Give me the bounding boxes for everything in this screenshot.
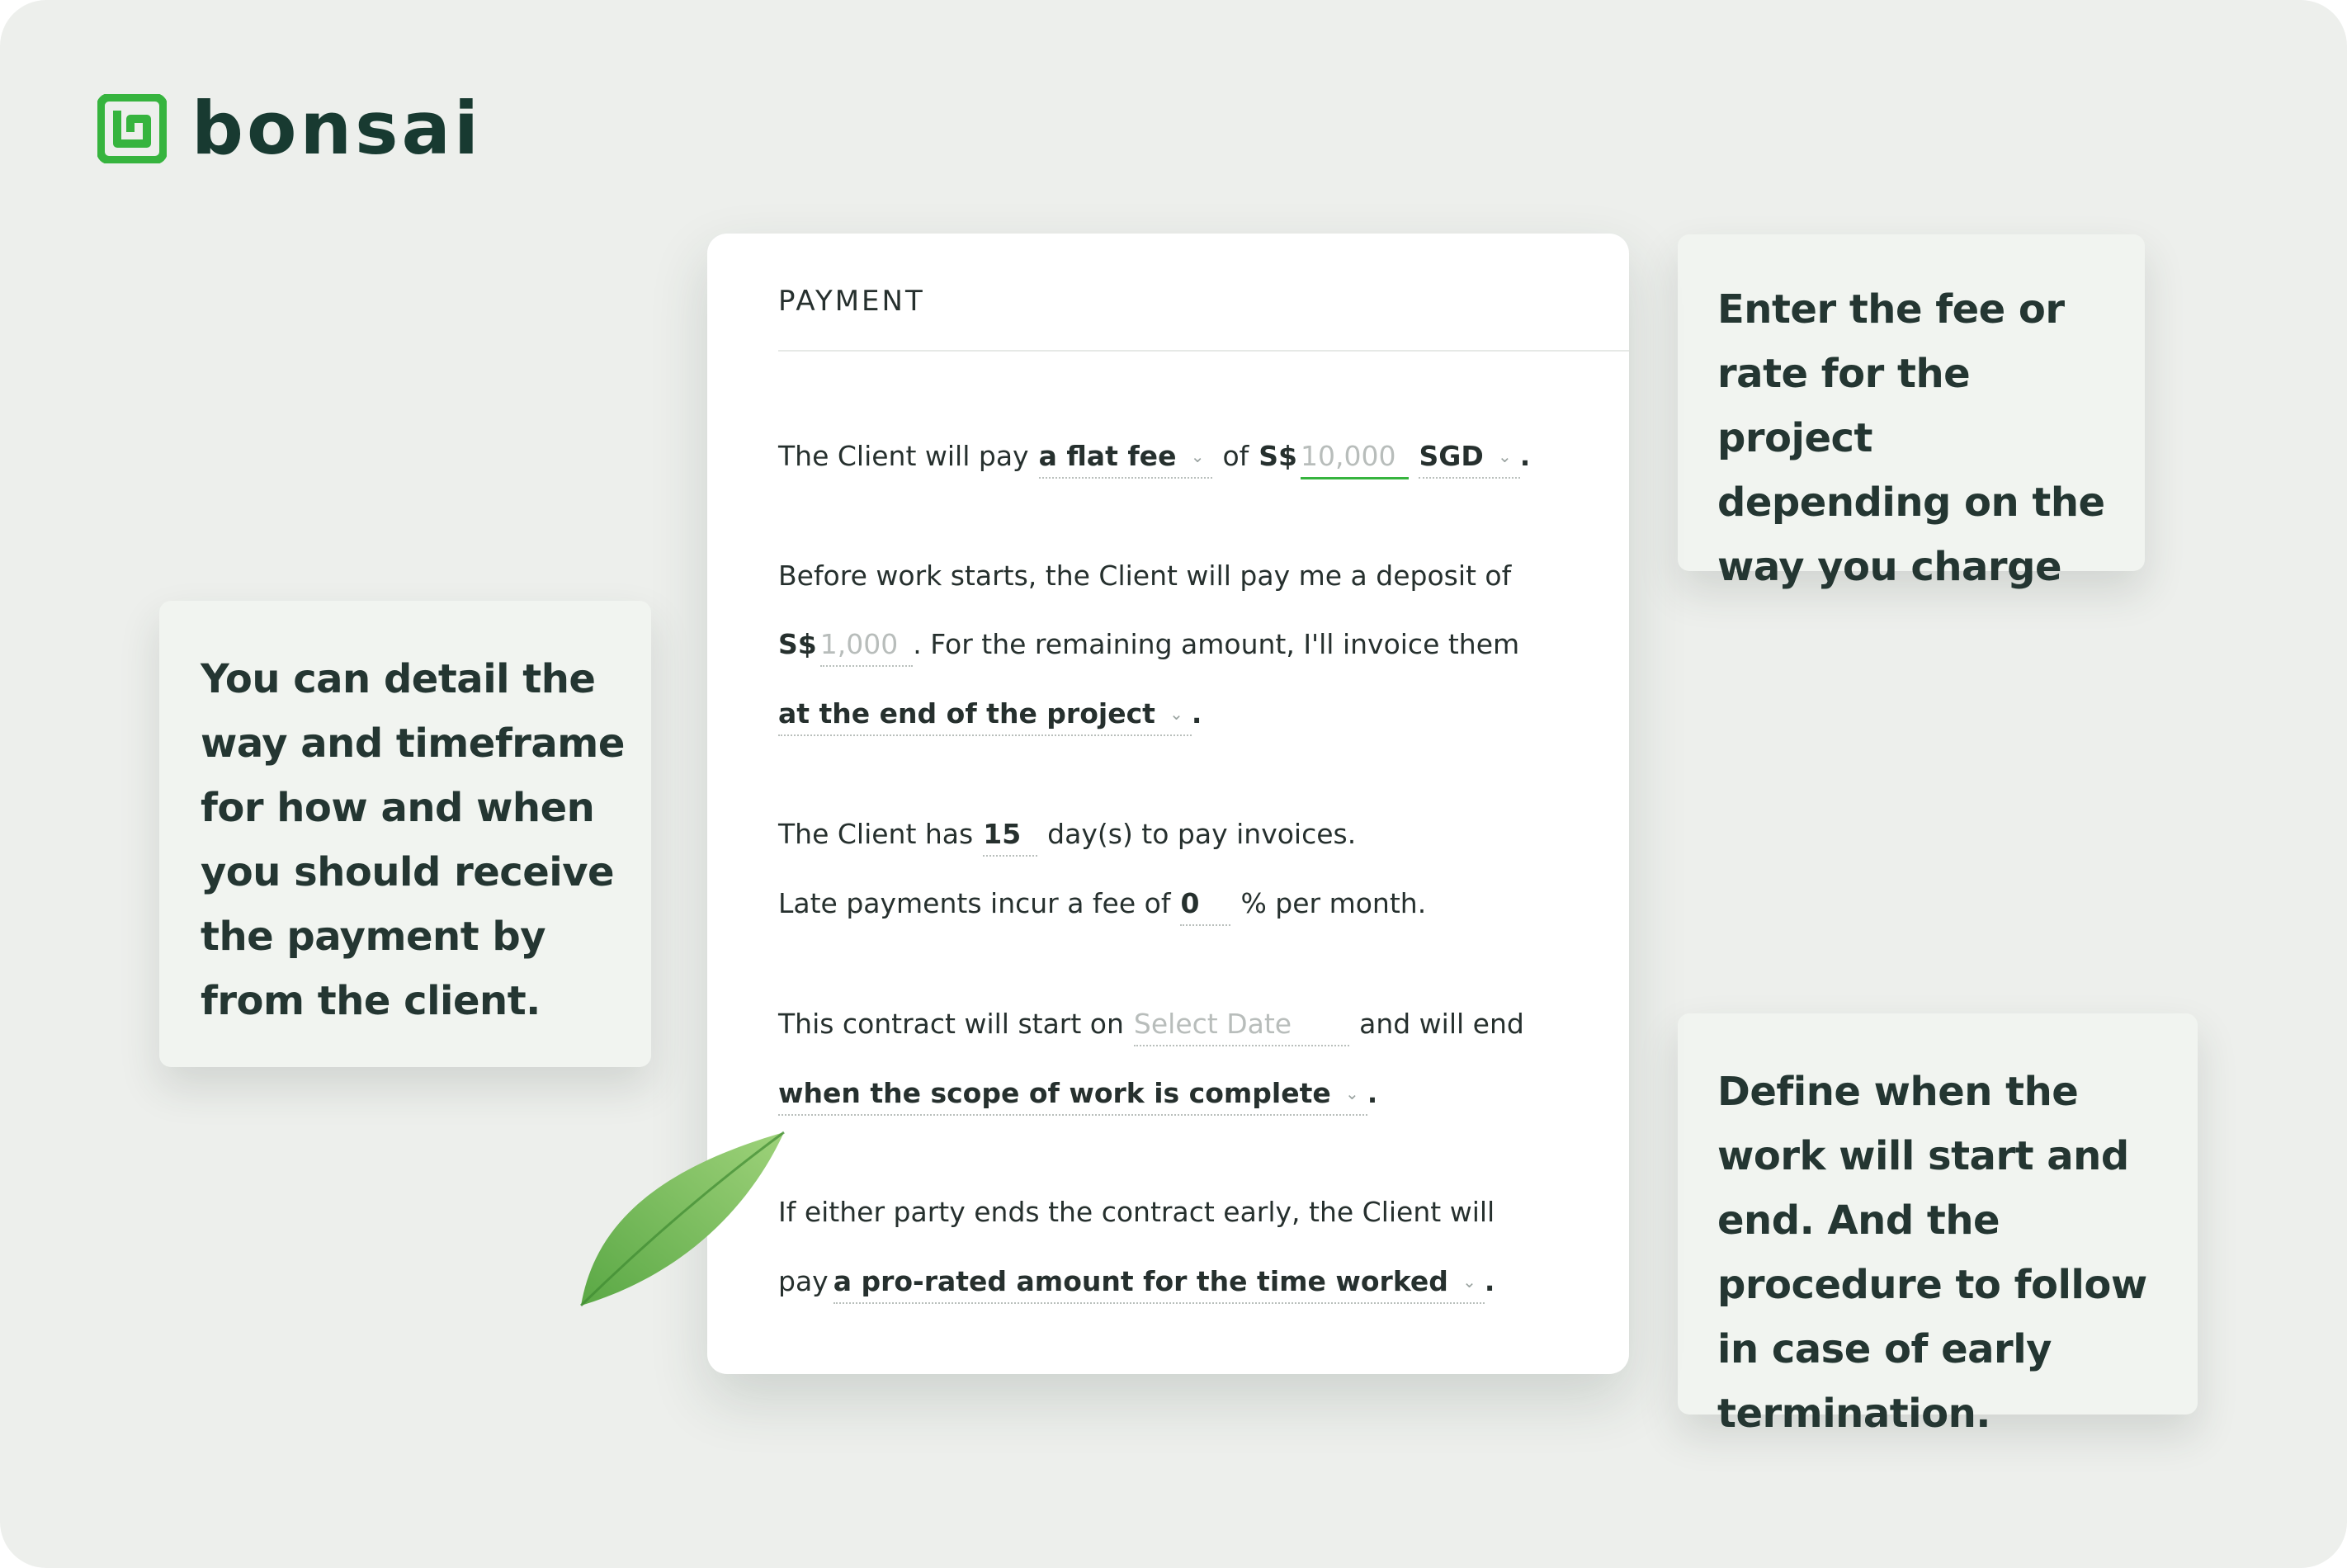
title-divider [778, 350, 1629, 352]
deposit-line-1: Before work starts, the Client will pay me a deposit of [778, 560, 1512, 592]
chevron-down-icon: ⌄ [1462, 1272, 1476, 1292]
leaf-icon [578, 1129, 792, 1311]
amount-input[interactable] [1301, 440, 1409, 479]
termination-line-2 [778, 1265, 1495, 1304]
fee-of: of [1222, 440, 1249, 472]
chevron-down-icon: ⌄ [1190, 446, 1205, 466]
fee-line [778, 440, 1530, 479]
contract-end-line [778, 1077, 1377, 1116]
late-suffix: % per month. [1240, 887, 1427, 919]
chevron-down-icon: ⌄ [1497, 446, 1512, 466]
callout-payment-timeframe: You can detail the way and timeframe for how and when you should receive the payment by from the client. [159, 601, 651, 1067]
late-prefix: Late payments incur a fee of [778, 887, 1171, 919]
deposit-input[interactable] [820, 628, 913, 667]
late-fee-value: 0 [1180, 887, 1200, 919]
termination-option-select[interactable] [833, 1265, 1485, 1304]
start-date-picker[interactable] [1134, 1008, 1349, 1046]
contract-start-line [778, 1008, 1524, 1046]
days-input[interactable] [983, 818, 1037, 857]
chevron-down-icon: ⌄ [1169, 704, 1183, 724]
deposit-currency-symbol: S$ [778, 628, 817, 660]
callout-fee-rate: Enter the fee or rate for the project depending on the way you charge [1678, 234, 2145, 571]
days-value: 15 [983, 818, 1022, 850]
invoice-timing-select[interactable] [778, 697, 1192, 736]
amount-placeholder: 10,000 [1301, 440, 1396, 472]
end-condition-value: when the scope of work is complete [778, 1077, 1331, 1109]
termination-line-1: If either party ends the contract early, the Client will [778, 1196, 1495, 1228]
payment-title: PAYMENT [778, 285, 925, 318]
deposit-placeholder: 1,000 [819, 628, 899, 660]
fee-type-value: a flat fee [1038, 440, 1177, 472]
late-fee-input[interactable] [1180, 887, 1230, 926]
dates-end: . [1367, 1077, 1378, 1109]
fee-end: . [1519, 440, 1531, 472]
fee-type-select[interactable] [1039, 440, 1213, 479]
currency-value: SGD [1419, 440, 1484, 472]
start-prefix: This contract will start on [778, 1008, 1124, 1040]
payment-card [707, 234, 1629, 1374]
terms-prefix: The Client has [778, 818, 974, 850]
termination-end: . [1484, 1265, 1495, 1297]
currency-symbol: S$ [1259, 440, 1297, 472]
end-prefix: and will end [1359, 1008, 1524, 1040]
deposit-line-2 [778, 628, 1519, 667]
payment-days-line [778, 818, 1356, 857]
brand-logo [97, 86, 483, 171]
end-condition-select[interactable] [778, 1077, 1367, 1116]
deposit-end: . [1191, 697, 1202, 730]
terms-suffix: day(s) to pay invoices. [1047, 818, 1357, 850]
termination-pay: pay [778, 1265, 829, 1297]
fee-prefix: The Client will pay [778, 440, 1029, 472]
deposit-line-3 [778, 697, 1202, 736]
brand-name: bonsai [191, 86, 483, 171]
late-fee-line [778, 887, 1426, 926]
currency-select[interactable] [1419, 440, 1519, 479]
chevron-down-icon: ⌄ [1345, 1084, 1359, 1103]
deposit-rest: . For the remaining amount, I'll invoice them [913, 628, 1520, 660]
invoice-timing-value: at the end of the project [778, 697, 1155, 730]
callout-start-end-termination: Define when the work will start and end. And the procedure to follow in case of early termination. [1678, 1013, 2198, 1415]
termination-option-value: a pro-rated amount for the time worked [833, 1265, 1448, 1297]
start-date-placeholder: Select Date [1133, 1008, 1292, 1040]
bonsai-logo-icon [97, 94, 167, 163]
